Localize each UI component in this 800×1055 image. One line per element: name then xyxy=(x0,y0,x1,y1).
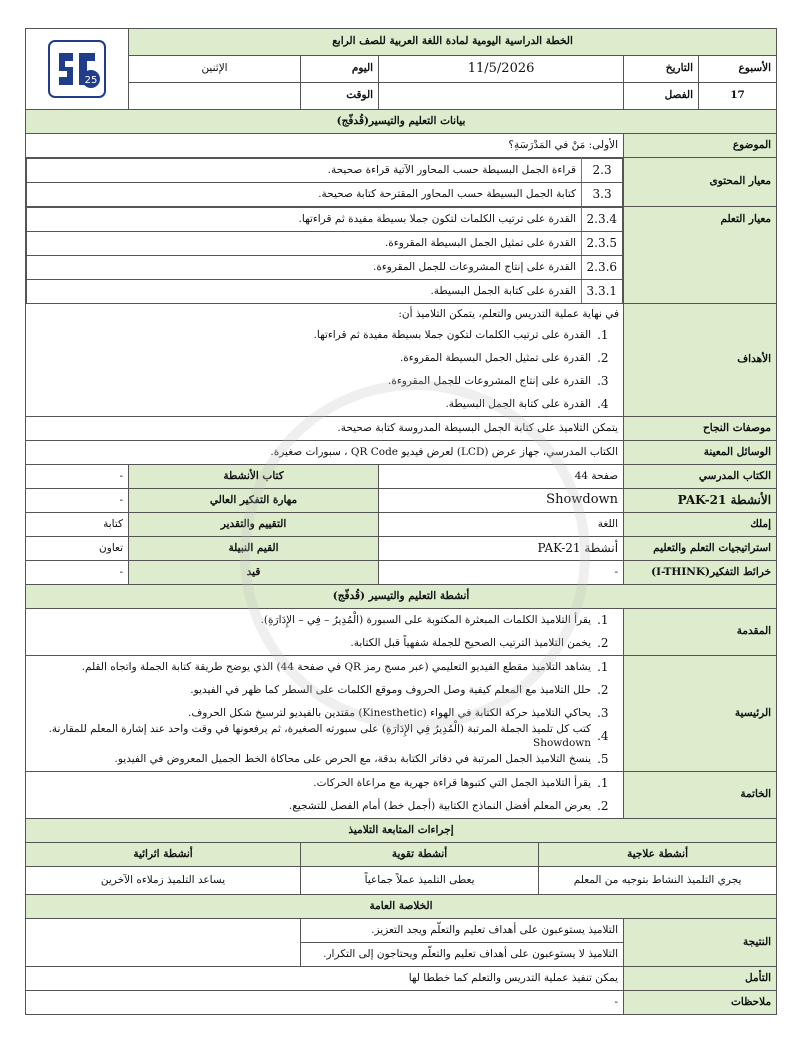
success-criteria-value: يتمكن التلاميذ على كتابة الجمل البسيطة المدروسة كتابة صحيحة. xyxy=(26,417,624,441)
hots-label: مهارة التفكير العالي xyxy=(129,489,379,513)
hots-value: - xyxy=(26,489,129,513)
assessment-value: كتابة xyxy=(26,513,129,537)
result-positive: التلاميذ يستوعبون على أهداف تعليم والتعلّم ويجد التعزيز. xyxy=(301,919,624,943)
list-item: 4. كتب كل تلميذ الجملة المرتبة (الْمُدِيرُ فِي الإِدَارَةِ) على سبورته الصغيرة، ثم يرفعونها في وقت واحد عند إشارة المعلم للمقارنة. Showdown xyxy=(48,723,609,749)
list-item: 1. القدرة على ترتيب الكلمات لتكون جملا بسيطة مفيدة ثم قراءتها. xyxy=(313,328,609,342)
main-activity-label: الرئيسية xyxy=(624,656,777,772)
section-activities: أنشطة التعليم والتيسير (قُدفّج) xyxy=(26,585,777,609)
aids-label: الوسائل المعينة xyxy=(624,441,777,465)
school-logo-icon xyxy=(45,37,109,101)
date-value: 11/5/2026 xyxy=(379,56,624,83)
textbook-label: الكتاب المدرسي xyxy=(624,465,777,489)
lesson-plan-table xyxy=(25,28,777,1015)
list-item: 2.3.5 القدرة على تمثيل الجمل البسيطة المقروءة. xyxy=(27,232,623,256)
day-value: الإثنين xyxy=(129,56,301,83)
values-label: القيم النبيلة xyxy=(129,537,379,561)
success-criteria-label: موصفات النجاح xyxy=(624,417,777,441)
values-value: تعاون xyxy=(26,537,129,561)
strategies-value: أنشطة PAK-21 xyxy=(379,537,624,561)
closing-activity-list xyxy=(30,772,619,818)
intro-activity-list xyxy=(30,609,619,655)
result-negative: التلاميذ لا يستوعبون على أهداف تعليم والتعلّم ويحتاجون إلى التكرار. xyxy=(301,943,624,967)
list-item: 3.3 كتابة الجمل البسيطة حسب المحاور المقترحة كتابة صحيحة. xyxy=(27,183,623,207)
week-label: الأسبوع xyxy=(699,56,777,83)
result-blank xyxy=(26,919,301,967)
topic-value: الأولى: مَنْ في المَدْرَسَةِ؟ xyxy=(26,134,624,158)
emk-value: اللغة xyxy=(379,513,624,537)
pak21-label: الأنشطة PAK-21 xyxy=(624,489,777,513)
assessment-label: التقييم والتقدير xyxy=(129,513,379,537)
list-item: 1. يقرأ التلاميذ الكلمات المبعثرة المكتوبة على السبورة (الْمُدِيرُ – فِي – الإِدَارَةِ). xyxy=(260,613,609,627)
strategies-label: استراتيجيات التعلم والتعليم xyxy=(624,537,777,561)
content-standard-list xyxy=(26,158,623,206)
list-item: 2. يخمن التلاميذ الترتيب الصحيح للجملة شفهياً قبل الكتابة. xyxy=(350,636,609,650)
learning-standard-list xyxy=(26,207,623,303)
topic-label: الموضوع xyxy=(624,134,777,158)
learning-standard-label: معيار التعلم xyxy=(624,207,777,304)
enrichment-value: يساعد التلميذ زملاءه الآخرين xyxy=(26,867,301,895)
section-teaching-data: بيانات التعليم والتيسير(قُدفّج) xyxy=(26,110,777,134)
aids-value: الكتاب المدرسي، جهاز عرض (LCD) لعرض فيديو QR Code ، سبورات صغيرة. xyxy=(26,441,624,465)
objectives-label: الأهداف xyxy=(624,304,777,417)
section-followup: إجراءات المتابعة التلاميذ xyxy=(26,819,777,843)
list-item: 2. يعرض المعلم أفضل النماذج الكتابية (أجمل خط) أمام الفصل للتشجيع. xyxy=(288,799,609,813)
reflection-value: يمكن تنفيذ عملية التدريس والتعلم كما خططا لها xyxy=(26,967,624,991)
notes-label: ملاحظات xyxy=(624,991,777,1015)
remedial-header: أنشطة علاجية xyxy=(539,843,777,867)
time-label: الوقت xyxy=(301,83,379,110)
intro-activity-label: المقدمة xyxy=(624,609,777,656)
class-label: الفصل xyxy=(624,83,699,110)
constraint-label: قيد xyxy=(129,561,379,585)
list-item: 2.3 قراءة الجمل البسيطة حسب المحاور الآتية قراءة صحيحة. xyxy=(27,159,623,183)
day-label: اليوم xyxy=(301,56,379,83)
activity-book-value: - xyxy=(26,465,129,489)
week-value: 17 xyxy=(699,83,777,110)
pak21-value: Showdown xyxy=(379,489,624,513)
list-item: 2.3.6 القدرة على إنتاج المشروعات للجمل المقروءة. xyxy=(27,256,623,280)
list-item: 5. ينسخ التلاميذ الجمل المرتبة في دفاتر الكتابة بدقة، مع الحرص على محاكاة الخط الجميل المعروض في الفيديو. xyxy=(114,752,609,766)
notes-value: - xyxy=(26,991,624,1015)
svg-text:25: 25 xyxy=(84,75,98,86)
result-label: النتيجة xyxy=(624,919,777,967)
textbook-value: صفحة 44 xyxy=(379,465,624,489)
list-item: 1. يقرأ التلاميذ الجمل التي كتبوها قراءة جهرية مع مراعاة الحركات. xyxy=(313,776,609,790)
list-item: 4. القدرة على كتابة الجمل البسيطة. xyxy=(445,397,609,411)
closing-activity-label: الخاتمة xyxy=(624,772,777,819)
ithink-label: خرائط التفكير(I-THINK) xyxy=(624,561,777,585)
objectives-list xyxy=(30,324,619,416)
reinforcement-header: أنشطة تقوية xyxy=(301,843,539,867)
plan-title: الخطة الدراسية اليومية لمادة اللغة العربية للصف الرابع xyxy=(129,29,777,56)
list-item: 2. حلل التلاميذ مع المعلم كيفية وصل الحروف وموقع الكلمات على السطر كما ظهر في الفيديو. xyxy=(190,683,609,697)
list-item: 3. القدرة على إنتاج المشروعات للجمل المقروءة. xyxy=(388,374,609,388)
emk-label: إملك xyxy=(624,513,777,537)
time-value xyxy=(129,83,301,110)
activity-book-label: كتاب الأنشطة xyxy=(129,465,379,489)
ithink-value: - xyxy=(379,561,624,585)
enrichment-header: أنشطة اثرائية xyxy=(26,843,301,867)
class-value xyxy=(379,83,624,110)
list-item: 2. القدرة على تمثيل الجمل البسيطة المقروءة. xyxy=(399,351,609,365)
reinforcement-value: يعطى التلميذ عملاً جماعياً xyxy=(301,867,539,895)
section-summary: الخلاصة العامة xyxy=(26,895,777,919)
list-item: 3. يحاكي التلاميذ حركة الكتابة في الهواء (Kinesthetic) مقتدين بالفيديو لترسيخ شكل الحروف. xyxy=(188,706,609,720)
list-item: 2.3.4 القدرة على ترتيب الكلمات لتكون جملا بسيطة مفيدة ثم قراءتها. xyxy=(27,208,623,232)
constraint-value: - xyxy=(26,561,129,585)
reflection-label: التأمل xyxy=(624,967,777,991)
main-activity-list xyxy=(30,656,619,771)
list-item: 1. يشاهد التلاميذ مقطع الفيديو التعليمي (عبر مسح رمز QR في صفحة 44) الذي يوضح طريقة كتابة الجملة واتجاه القلم. xyxy=(81,660,609,674)
logo xyxy=(26,29,129,110)
content-standard-label: معيار المحتوى xyxy=(624,158,777,207)
objectives-intro: في نهاية عملية التدريس والتعلم، يتمكن التلاميذ أن: xyxy=(398,308,620,320)
list-item: 3.3.1 القدرة على كتابة الجمل البسيطة. xyxy=(27,280,623,304)
remedial-value: يجري التلميذ النشاط بتوجيه من المعلم xyxy=(539,867,777,895)
date-label: التاريخ xyxy=(624,56,699,83)
